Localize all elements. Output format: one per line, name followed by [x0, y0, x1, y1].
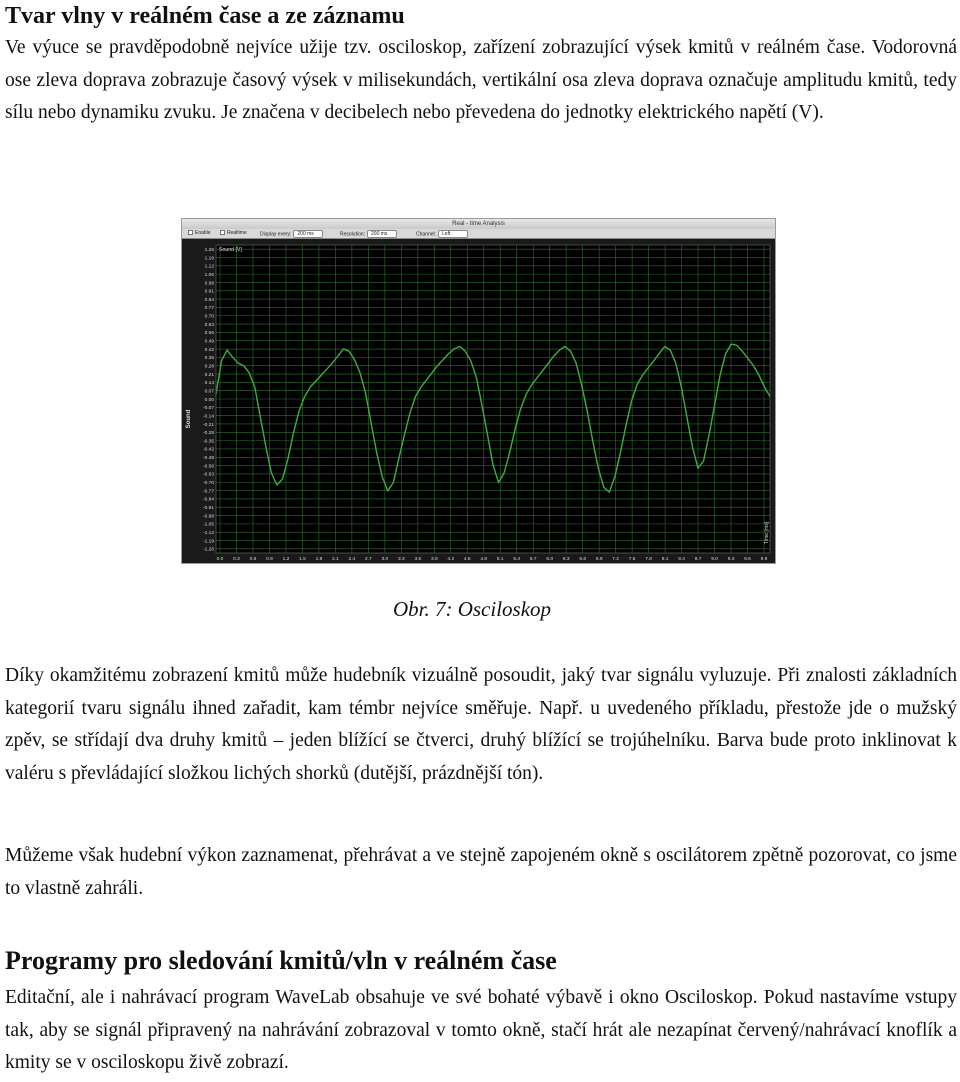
- enable-label: Enable: [195, 230, 211, 236]
- y-tick-label: 0.63: [204, 322, 214, 328]
- section-heading-programs: Programy pro sledování kmitů/vln v reálném čase: [5, 946, 557, 975]
- x-tick-label: 7.8: [645, 557, 652, 562]
- x-tick-label: 3.9: [430, 557, 438, 562]
- paragraph-wavelab: Editační, ale i nahrávací program WaveLab obsahuje ve své bohaté výbavě i okno Osciloskop. Pokud nastavíme vstupy tak, aby se signál připravený na nahrávání zobrazoval v tomto okně, stačí hrát ale nezapínat červený/nahrávací knoflík a kmity se v osciloskopu živě zobrazí.: [5, 987, 957, 1073]
- x-tick-label: 8.1: [661, 557, 669, 562]
- resolution-control: [340, 230, 397, 237]
- x-tick-label: 7.5: [628, 557, 636, 562]
- y-tick-label: 0.00: [204, 397, 214, 403]
- y-tick-label: -0.77: [203, 489, 214, 495]
- x-tick-label: 5.4: [513, 557, 521, 562]
- y-tick-label: -1.19: [203, 539, 214, 545]
- x-tick-label: 3.3: [397, 557, 405, 562]
- y-tick-label: -0.42: [203, 447, 214, 453]
- y-tick-label: 0.28: [204, 364, 214, 370]
- x-tick-label: 0.3: [233, 557, 240, 562]
- y-tick-label: 1.12: [204, 264, 214, 270]
- y-tick-label: 1.26: [204, 247, 214, 253]
- section-heading-realtime: Tvar vlny v reálném čase a ze záznamu: [5, 3, 405, 29]
- y-tick-label: -0.28: [203, 431, 214, 437]
- x-tick-label: 9.3: [727, 557, 735, 562]
- x-tick-label: 0.0: [216, 557, 224, 562]
- resolution-label: Resolution:: [340, 231, 366, 238]
- x-tick-label: 9.9: [760, 557, 768, 562]
- window-titlebar: Real - time Analysis: [182, 219, 775, 229]
- realtime-label: Realtime: [227, 230, 247, 236]
- checkbox-icon: [188, 230, 193, 235]
- y-tick-label: -0.07: [203, 406, 214, 412]
- x-tick-label: 6.0: [546, 557, 554, 562]
- display-every-control: [260, 230, 323, 237]
- paragraph-signal-shape: Díky okamžitému zobrazení kmitů může hudebník vizuálně posoudit, jaký tvar signálu vyluzuje. Při znalosti základních kategorií tvaru signálu ihned zařadit, kam témbr nejvíce směřuje. Např. u uvedeného příkladu, přestože jde o mužský zpěv, se střídají dva druhy kmitů – jeden blížící se čtverci, druhý blížící se trojúhelníku. Barva bude proto inklinovat k valéru s převládající složkou lichých shorků (dutější, prázdnější tón).: [5, 665, 957, 784]
- y-tick-label: 1.19: [204, 256, 214, 262]
- oscilloscope-screenshot: [181, 218, 776, 564]
- series-label: Sound [V]: [219, 247, 242, 253]
- y-tick-label: -0.35: [203, 439, 214, 445]
- y-tick-label: -0.98: [203, 514, 214, 520]
- paragraph-recording: Můžeme však hudební výkon zaznamenat, přehrávat a ve stejně zapojeném okně s oscilátorem zpětně pozorovat, co jsme to vlastně zahráli.: [5, 845, 957, 899]
- display-every-select[interactable]: 200 ms: [293, 230, 323, 238]
- x-tick-label: 3.6: [414, 557, 422, 562]
- y-tick-label: 0.91: [204, 289, 214, 295]
- realtime-checkbox[interactable]: [220, 230, 247, 237]
- display-every-label: Display every:: [260, 231, 292, 238]
- y-tick-label: -0.84: [203, 497, 214, 503]
- x-tick-label: 4.8: [480, 557, 488, 562]
- x-tick-label: 1.2: [282, 557, 290, 562]
- x-axis-title: Time [ms]: [764, 521, 770, 545]
- x-tick-label: 6.3: [562, 557, 570, 562]
- x-tick-label: 7.2: [612, 557, 619, 562]
- x-tick-label: 6.6: [579, 557, 587, 562]
- y-tick-label: 0.98: [204, 281, 214, 287]
- resolution-select[interactable]: 200 ms: [367, 230, 397, 238]
- channel-label: Channel:: [416, 231, 437, 238]
- enable-checkbox[interactable]: [188, 230, 211, 237]
- x-tick-label: 2.7: [365, 557, 372, 562]
- oscilloscope-plot: [182, 239, 775, 563]
- plot-area: [203, 245, 770, 562]
- x-tick-label: 4.5: [463, 557, 471, 562]
- y-tick-label: 1.06: [204, 272, 214, 278]
- y-tick-label: -0.14: [203, 414, 214, 420]
- y-tick-label: 0.70: [204, 314, 214, 320]
- y-tick-label: -0.56: [203, 464, 214, 470]
- y-tick-label: -0.91: [203, 506, 214, 512]
- x-tick-label: 9.0: [711, 557, 718, 562]
- y-tick-label: 0.84: [204, 297, 214, 303]
- y-tick-label: -0.49: [203, 456, 214, 462]
- channel-control: [416, 230, 468, 237]
- y-tick-label: 0.35: [204, 356, 214, 362]
- y-tick-label: -1.12: [203, 530, 214, 536]
- y-tick-label: -1.05: [203, 522, 214, 528]
- y-tick-label: 0.49: [204, 339, 214, 345]
- window-toolbar: [182, 229, 775, 239]
- x-tick-label: 4.2: [447, 557, 455, 562]
- y-tick-label: 0.42: [204, 347, 214, 353]
- y-tick-label: -0.21: [203, 422, 214, 428]
- y-tick-label: 0.07: [204, 389, 214, 395]
- y-tick-label: 0.21: [204, 372, 214, 378]
- x-tick-label: 1.8: [315, 557, 323, 562]
- x-tick-label: 6.9: [595, 557, 603, 562]
- y-tick-label: 0.56: [204, 331, 214, 337]
- checkbox-icon: [220, 230, 225, 235]
- y-tick-label: -0.70: [203, 481, 214, 487]
- y-tick-label: -0.63: [203, 472, 214, 478]
- x-tick-label: 5.7: [529, 557, 537, 562]
- x-tick-label: 2.1: [332, 557, 339, 562]
- x-tick-label: 1.5: [299, 557, 306, 562]
- x-tick-label: 3.0: [381, 557, 389, 562]
- x-tick-label: 2.4: [348, 557, 356, 562]
- x-tick-label: 0.6: [249, 557, 257, 562]
- x-tick-label: 5.1: [496, 557, 504, 562]
- x-tick-label: 0.9: [266, 557, 273, 562]
- y-tick-label: 0.77: [204, 306, 214, 312]
- y-tick-label: 0.14: [204, 381, 214, 387]
- y-axis-title: Sound: [186, 409, 192, 429]
- x-tick-label: 8.7: [694, 557, 702, 562]
- channel-select[interactable]: Left: [438, 230, 468, 238]
- x-tick-label: 9.6: [744, 557, 751, 562]
- y-tick-label: -1.26: [203, 547, 214, 553]
- figure-caption: Obr. 7: Osciloskop: [392, 597, 552, 621]
- intro-paragraph: Ve výuce se pravděpodobně nejvíce užije tzv. osciloskop, zařízení zobrazující výsek kmitů v reálném čase. Vodorovná ose zleva doprava zobrazuje časový výsek v milisekundách, vertikální osa zleva doprava označuje amplitudu kmitů, tedy sílu nebo dynamiku zvuku. Je značena v decibelech nebo převedena do jednotky elektrického napětí (V).: [5, 37, 957, 123]
- x-tick-label: 8.4: [678, 557, 685, 562]
